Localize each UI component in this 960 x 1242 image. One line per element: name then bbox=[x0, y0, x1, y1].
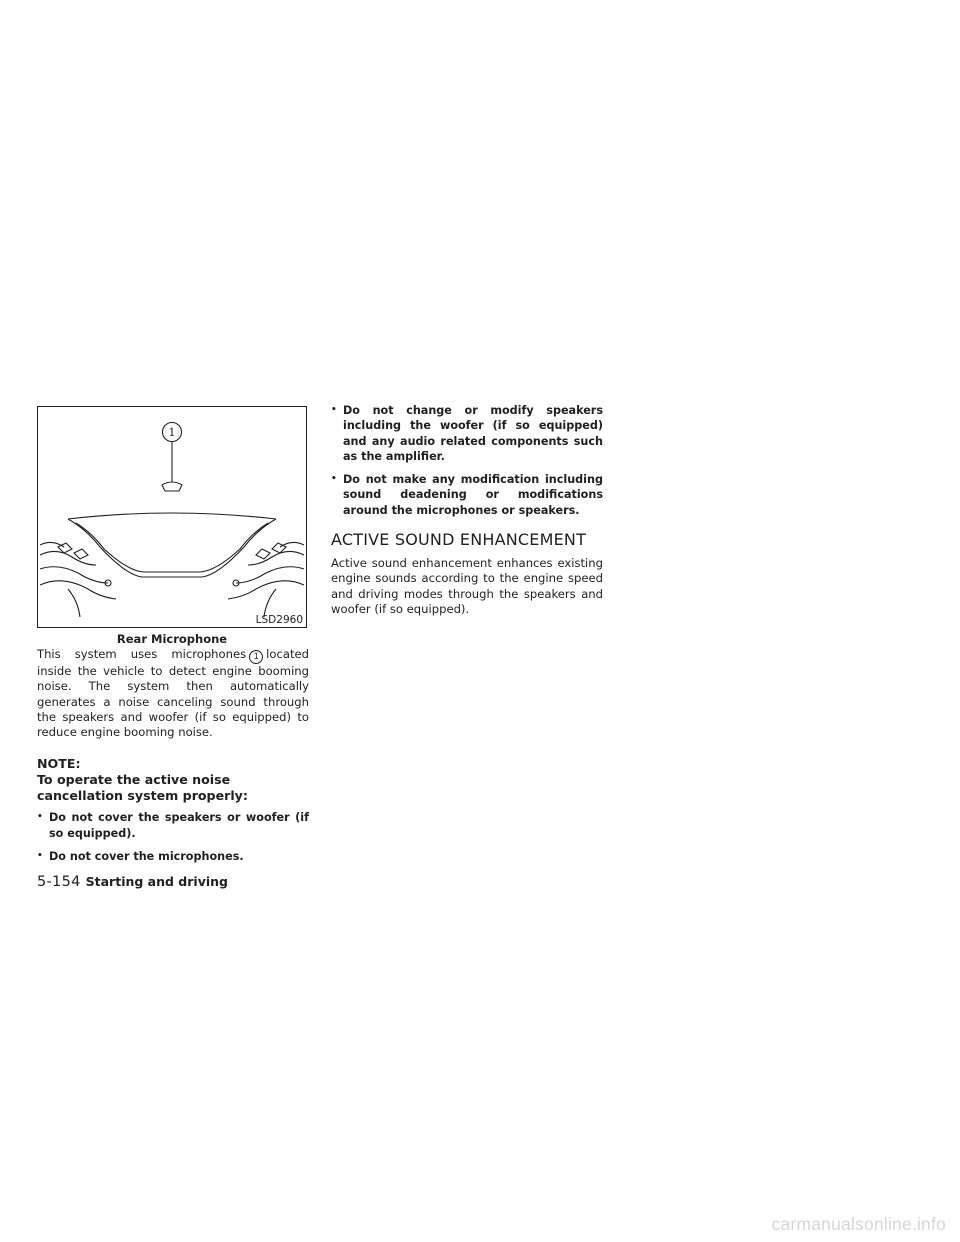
intro-paragraph bbox=[37, 647, 309, 740]
rear-microphone-figure bbox=[37, 406, 307, 628]
list-item: • Do not cover the microphones. bbox=[37, 849, 309, 864]
page-footer bbox=[37, 874, 228, 890]
figure-callout-number: 1 bbox=[168, 426, 176, 439]
right-column bbox=[331, 403, 603, 617]
note-bullet-list-continued bbox=[331, 403, 603, 518]
note-bullet-list bbox=[37, 810, 309, 864]
microphone-illustration bbox=[38, 407, 306, 627]
figure-caption: Rear Microphone bbox=[116, 632, 228, 646]
callout-1-icon: 1 bbox=[249, 650, 263, 664]
section-body: Active sound enhancement enhances existing engine sounds according to the engine speed and driving modes through the speakers and woofer (if so equipped). bbox=[331, 556, 603, 616]
intro-text-end: located inside the vehicle to detect engine booming noise. The system then automatically generates a noise canceling sound through the speakers and woofer (if so equipped) to reduce engine booming noise. bbox=[37, 647, 309, 740]
chapter-title: Starting and driving bbox=[85, 874, 228, 889]
figure-code: LSD2960 bbox=[255, 614, 303, 626]
note-heading: NOTE: bbox=[37, 756, 81, 772]
watermark-link[interactable]: carmanualsonline.info bbox=[771, 1214, 946, 1234]
list-item: • Do not make any modification including sound deadening or modifications around the microphones or speakers. bbox=[331, 472, 603, 518]
section-heading: ACTIVE SOUND ENHANCEMENT bbox=[331, 530, 587, 550]
list-item: • Do not cover the speakers or woofer (if so equipped). bbox=[37, 810, 309, 841]
intro-text-start: This system uses microphones bbox=[37, 647, 247, 661]
left-column bbox=[37, 647, 309, 872]
page-number: 5-154 bbox=[37, 874, 81, 890]
note-subheading: To operate the active noise cancellation system properly: bbox=[37, 772, 248, 804]
list-item: • Do not change or modify speakers including the woofer (if so equipped) and any audio related components such as the amplifier. bbox=[331, 403, 603, 464]
